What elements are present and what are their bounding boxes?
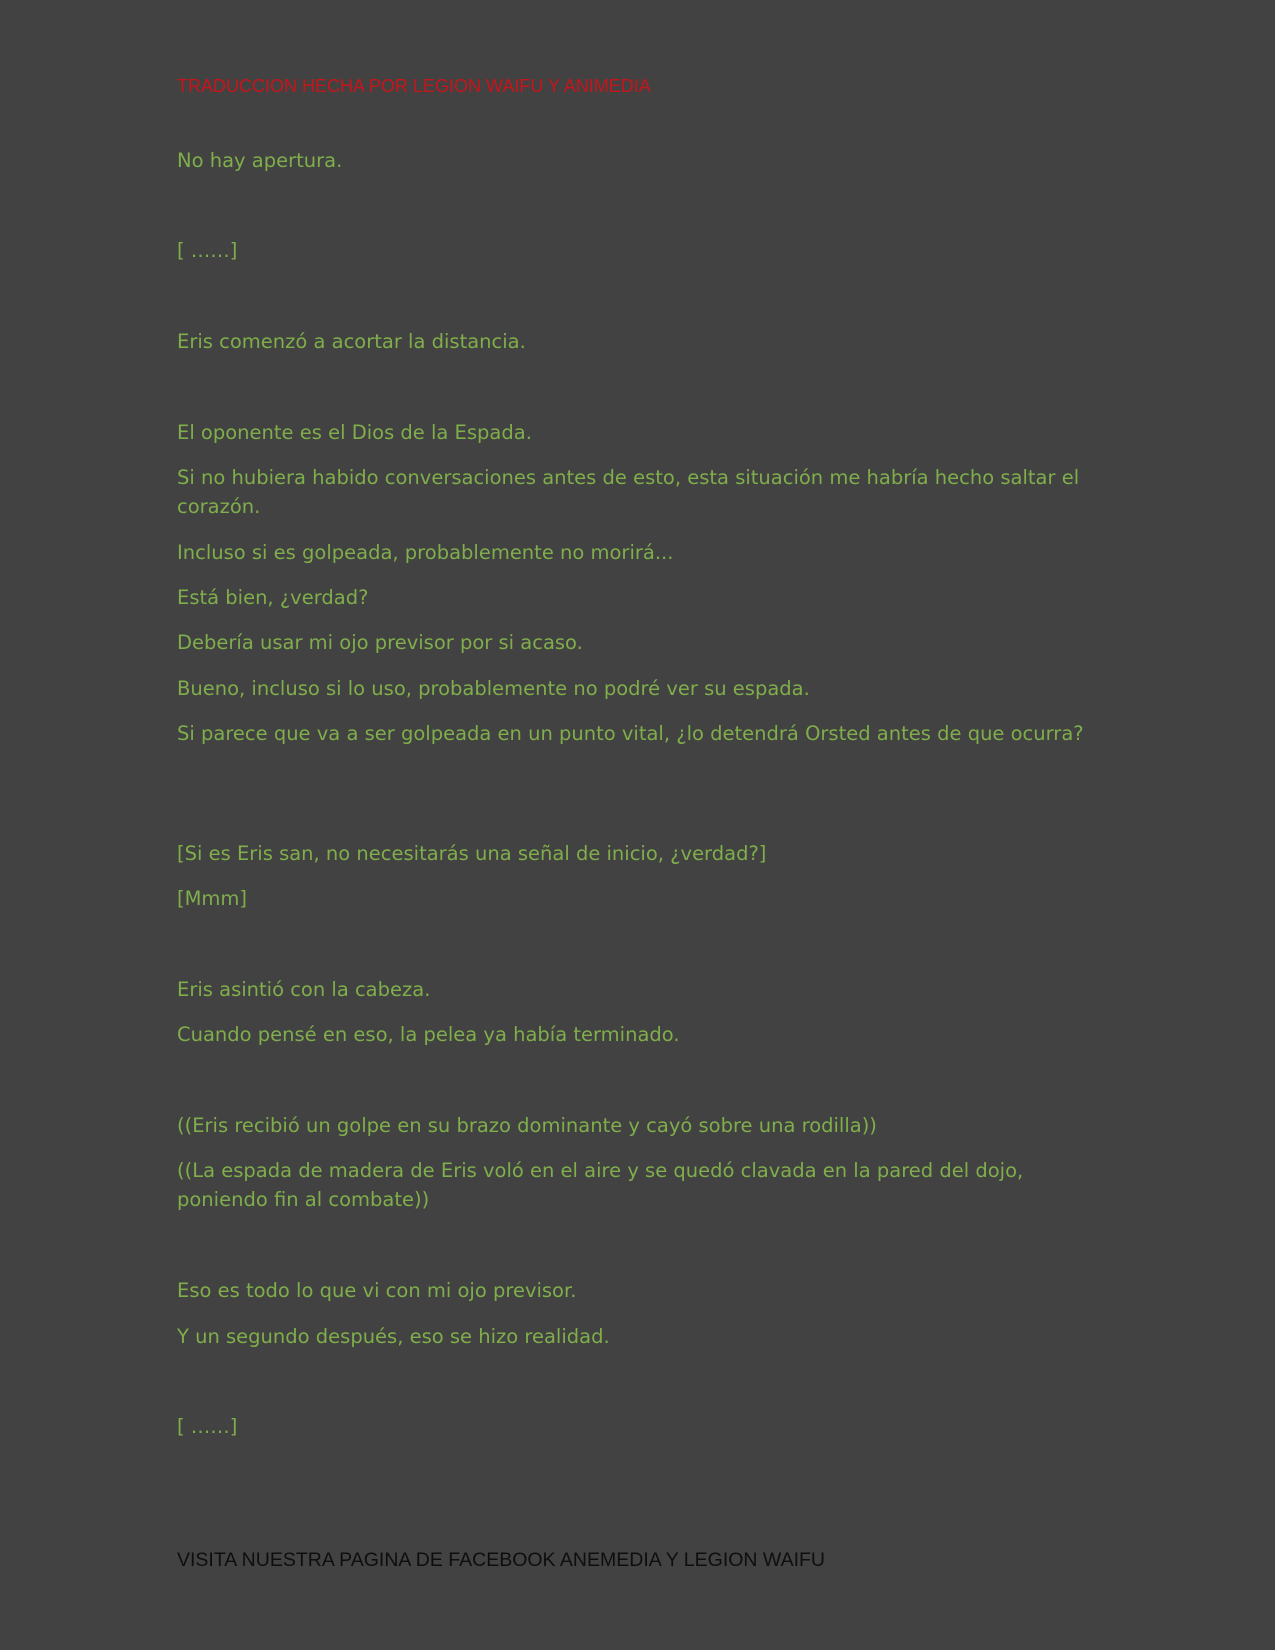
document-page xyxy=(177,0,1107,1650)
paragraph: [ ……] xyxy=(177,239,238,262)
paragraph: Cuando pensé en eso, la pelea ya había terminado. xyxy=(177,1023,680,1046)
paragraph: Está bien, ¿verdad? xyxy=(177,586,369,609)
paragraph: Debería usar mi ojo previsor por si acaso. xyxy=(177,631,583,654)
paragraph: Bueno, incluso si lo uso, probablemente no podré ver su espada. xyxy=(177,677,810,700)
dialogue-line: [Mmm] xyxy=(177,887,248,910)
paragraph: [ ……] xyxy=(177,1415,238,1438)
paragraph: Eris asintió con la cabeza. xyxy=(177,978,431,1001)
facebook-promo-footer: VISITA NUESTRA PAGINA DE FACEBOOK ANEMEDIA Y LEGION WAIFU xyxy=(177,1549,826,1571)
paragraph: Y un segundo después, eso se hizo realidad. xyxy=(177,1325,610,1348)
vision-line: ((La espada de madera de Eris voló en el aire y se quedó clavada en la pared del dojo, poniendo fin al combate)) xyxy=(177,1159,1024,1211)
translation-credit-header: TRADUCCION HECHA POR LEGION WAIFU Y ANIMEDIA xyxy=(177,76,651,96)
dialogue-line: [Si es Eris san, no necesitarás una señal de inicio, ¿verdad?] xyxy=(177,842,767,865)
paragraph: Eso es todo lo que vi con mi ojo previsor. xyxy=(177,1279,577,1302)
paragraph: No hay apertura. xyxy=(177,149,343,172)
paragraph: Incluso si es golpeada, probablemente no morirá... xyxy=(177,541,674,564)
paragraph: El oponente es el Dios de la Espada. xyxy=(177,421,532,444)
paragraph: Si parece que va a ser golpeada en un punto vital, ¿lo detendrá Orsted antes de que ocurra? xyxy=(177,722,1084,745)
paragraph: Eris comenzó a acortar la distancia. xyxy=(177,330,526,353)
vision-line: ((Eris recibió un golpe en su brazo dominante y cayó sobre una rodilla)) xyxy=(177,1114,877,1137)
paragraph: Si no hubiera habido conversaciones antes de esto, esta situación me habría hecho saltar el corazón. xyxy=(177,466,1080,518)
